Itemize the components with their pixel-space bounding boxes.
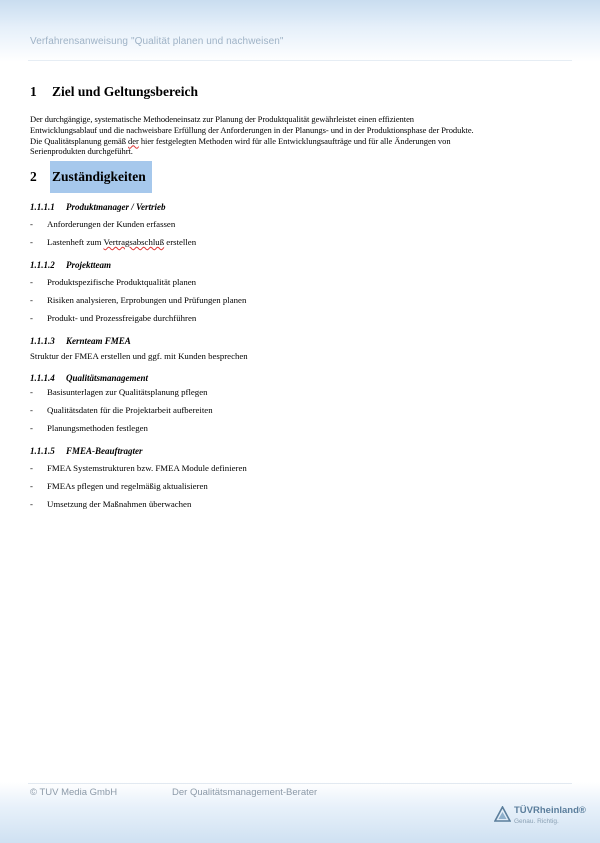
header-divider bbox=[28, 60, 572, 61]
role-heading bbox=[30, 259, 570, 271]
list-marker: - bbox=[30, 499, 33, 510]
spellcheck-word[interactable]: der bbox=[128, 135, 139, 146]
list-marker: - bbox=[30, 463, 33, 474]
role-title: Projektteam bbox=[66, 260, 111, 271]
role-heading bbox=[30, 335, 570, 347]
list-item bbox=[30, 386, 570, 404]
role-task-list bbox=[30, 386, 570, 440]
footer-publication: Der Qualitätsmanagement-Berater bbox=[172, 787, 318, 798]
list-item-text: Basisunterlagen zur Qualitätsplanung pflegen bbox=[47, 387, 208, 398]
list-item bbox=[30, 404, 570, 422]
role-number: 1.1.1.3 bbox=[30, 336, 55, 347]
list-item bbox=[30, 312, 570, 330]
document-body bbox=[30, 82, 570, 516]
role-heading bbox=[30, 445, 570, 457]
list-item-text bbox=[47, 236, 196, 254]
paragraph-line: hier festgelegten Methoden wird für alle Entwicklungsaufträge und für alle Änderungen von bbox=[138, 135, 451, 146]
list-item-text: FMEA Systemstrukturen bzw. FMEA Module definieren bbox=[47, 463, 247, 474]
role-number: 1.1.1.1 bbox=[30, 202, 55, 213]
section-2-heading bbox=[30, 167, 570, 187]
list-item-text: Umsetzung der Maßnahmen überwachen bbox=[47, 499, 192, 510]
role-block bbox=[30, 372, 570, 440]
role-number: 1.1.1.5 bbox=[30, 446, 55, 457]
logo-slogan: Genau. Richtig. bbox=[514, 818, 559, 825]
footer-divider bbox=[28, 783, 572, 784]
header-title: Verfahrensanweisung "Qualität planen und nachweisen" bbox=[30, 36, 284, 47]
role-heading bbox=[30, 372, 570, 384]
role-block bbox=[30, 445, 570, 516]
spellcheck-word[interactable]: Vertragsabschluß bbox=[103, 237, 165, 248]
role-title: Kernteam FMEA bbox=[66, 336, 131, 347]
tuv-triangle-icon bbox=[494, 806, 511, 822]
list-item bbox=[30, 236, 570, 254]
list-item-text: Qualitätsdaten für die Projektarbeit aufbereiten bbox=[47, 405, 213, 416]
list-item-text: Produkt- und Prozessfreigabe durchführen bbox=[47, 313, 197, 324]
list-item bbox=[30, 498, 570, 516]
list-item bbox=[30, 462, 570, 480]
header-band bbox=[0, 0, 600, 62]
tuv-rheinland-logo bbox=[494, 805, 590, 831]
text-fragment: Lastenheft zum bbox=[47, 237, 104, 248]
list-item-text: FMEAs pflegen und regelmäßig aktualisieren bbox=[47, 481, 208, 492]
paragraph-line: Die Qualitätsplanung gemäß bbox=[30, 135, 129, 146]
section-1-paragraph bbox=[30, 114, 570, 157]
list-item bbox=[30, 276, 570, 294]
role-task-list bbox=[30, 218, 570, 254]
footer-copyright: © TUV Media GmbH bbox=[30, 787, 118, 798]
logo-brand: TÜVRheinland® bbox=[514, 805, 586, 816]
role-title: Produktmanager / Vertrieb bbox=[66, 202, 166, 213]
role-block bbox=[30, 335, 570, 363]
list-marker: - bbox=[30, 405, 33, 416]
list-marker: - bbox=[30, 237, 33, 248]
role-block bbox=[30, 259, 570, 330]
role-heading bbox=[30, 201, 570, 213]
section-1-number: 1 bbox=[30, 84, 37, 99]
list-marker: - bbox=[30, 219, 33, 230]
role-task-list bbox=[30, 276, 570, 330]
role-block bbox=[30, 201, 570, 254]
list-marker: - bbox=[30, 387, 33, 398]
section-1-heading bbox=[30, 82, 570, 102]
role-number: 1.1.1.4 bbox=[30, 373, 55, 384]
paragraph-line: Der durchgängige, systematische Methodeneinsatz zur Planung der Produktqualität gewährleistet einen effizienten bbox=[30, 114, 414, 124]
list-item-text: Planungsmethoden festlegen bbox=[47, 423, 148, 434]
list-item-text: Risiken analysieren, Erprobungen und Prüfungen planen bbox=[47, 295, 247, 306]
list-marker: - bbox=[30, 423, 33, 434]
list-item bbox=[30, 480, 570, 498]
role-title: Qualitätsmanagement bbox=[66, 373, 149, 384]
paragraph-line: Entwicklungsablauf und die nachweisbare Erfüllung der Anforderungen in der Planungs- und in der Produktionsphase der Produkte. bbox=[30, 124, 474, 135]
list-item bbox=[30, 294, 570, 312]
list-item bbox=[30, 218, 570, 236]
list-item-text: Produktspezifische Produktqualität planen bbox=[47, 277, 197, 288]
section-2-number: 2 bbox=[30, 169, 37, 185]
list-marker: - bbox=[30, 277, 33, 288]
paragraph-line: Serienprodukten durchgeführt. bbox=[30, 146, 133, 157]
text-fragment: erstellen bbox=[164, 237, 197, 248]
section-1-title: Ziel und Geltungsbereich bbox=[52, 84, 199, 99]
role-number: 1.1.1.2 bbox=[30, 260, 55, 271]
list-marker: - bbox=[30, 295, 33, 306]
list-item bbox=[30, 422, 570, 440]
list-marker: - bbox=[30, 313, 33, 324]
role-description: Struktur der FMEA erstellen und ggf. mit Kunden besprechen bbox=[30, 351, 248, 362]
section-2-title[interactable]: Zuständigkeiten bbox=[50, 161, 152, 193]
role-task-list bbox=[30, 462, 570, 516]
list-item-text: Anforderungen der Kunden erfassen bbox=[47, 219, 176, 230]
list-marker: - bbox=[30, 481, 33, 492]
role-title: FMEA-Beauftragter bbox=[66, 446, 143, 457]
